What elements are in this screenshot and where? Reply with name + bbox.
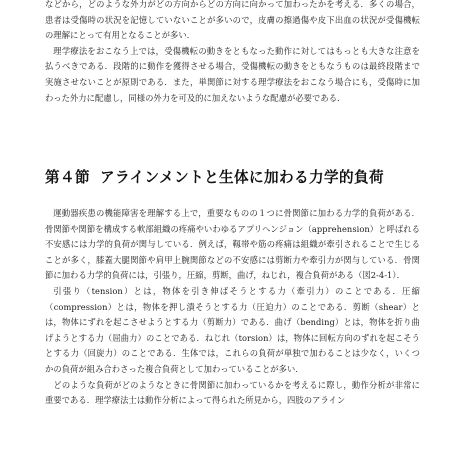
- section-heading: [45, 168, 384, 188]
- paragraph-motion-analysis: どのような負荷がどのようなときに骨関節に加わっているかを考えるに際し，動作分析が非常に重要である．理学療法士は動作分析によって得られた所見から，四肢のアライン: [45, 379, 420, 406]
- section-number: 第４節: [45, 169, 90, 186]
- paragraph-rehab-caution: 理学療法をおこなう上では，受傷機転の動きをともなった動作に対してはもっとも大きな注意を払うべきである．段階的に動作を獲得させる場合，受傷機転の動きをともなうものは最終段階まで実施させないことが原則である．また，単関節に対する理学療法をおこなう場合にも，受傷時に加わった外力に配慮し，同様の外力を可及的に加えないような配慮が必要である．: [45, 45, 420, 103]
- paragraph-continued: などから，どのような外力がどの方向からどの方向に向かって加わったかを考える．多くの場合，患者は受傷時の状況を記憶していないことが多いので，皮膚の擦過傷や皮下出血の状況が受傷機転の理解にとって有用となることが多い．: [45, 0, 420, 41]
- paragraph-mechanical-load: 運動器疾患の機能障害を理解する上で，重要なものの１つに骨関節に加わる力学的負荷がある．骨関節や関節を構成する軟部組織の疼痛やいわゆるアプリヘンジョン（apprehension）と呼ばれる不安感には力学的負荷が関与している．例えば，靱帯や筋の疼痛は組織が牽引されることで生じることが多く，膝蓋大腿関節や肩甲上腕関節などの不安感には剪断力や牽引力が関与している．骨関節に加わる力学的負荷には，引張り，圧縮，剪断，曲げ，ねじれ，複合負荷がある（図2‐4‐1）．: [45, 208, 420, 281]
- section-title: アラインメントと生体に加わる力学的負荷: [99, 169, 384, 186]
- lower-text-block: [45, 206, 420, 409]
- paragraph-load-types: 引張り（tension）とは，物体を引き伸ばそうとする力（牽引力）のことである．圧縮（compression）とは，物体を押し潰そうとする力（圧迫力）のことである．剪断（shear）とは，物体にずれを起こさせようとする力（剪断力）である．曲げ（bending）とは，物体を折り曲げようとする力（屈曲力）のことである．ねじれ（torsion）は，物体に回転方向のずれを起こそうとする力（回旋力）のことである．生体では，これらの負荷が単独で加わることは少なく，いくつかの負荷が組み合わさった複合負荷として加わっていることが多い．: [45, 285, 420, 374]
- upper-text-block: [45, 0, 420, 106]
